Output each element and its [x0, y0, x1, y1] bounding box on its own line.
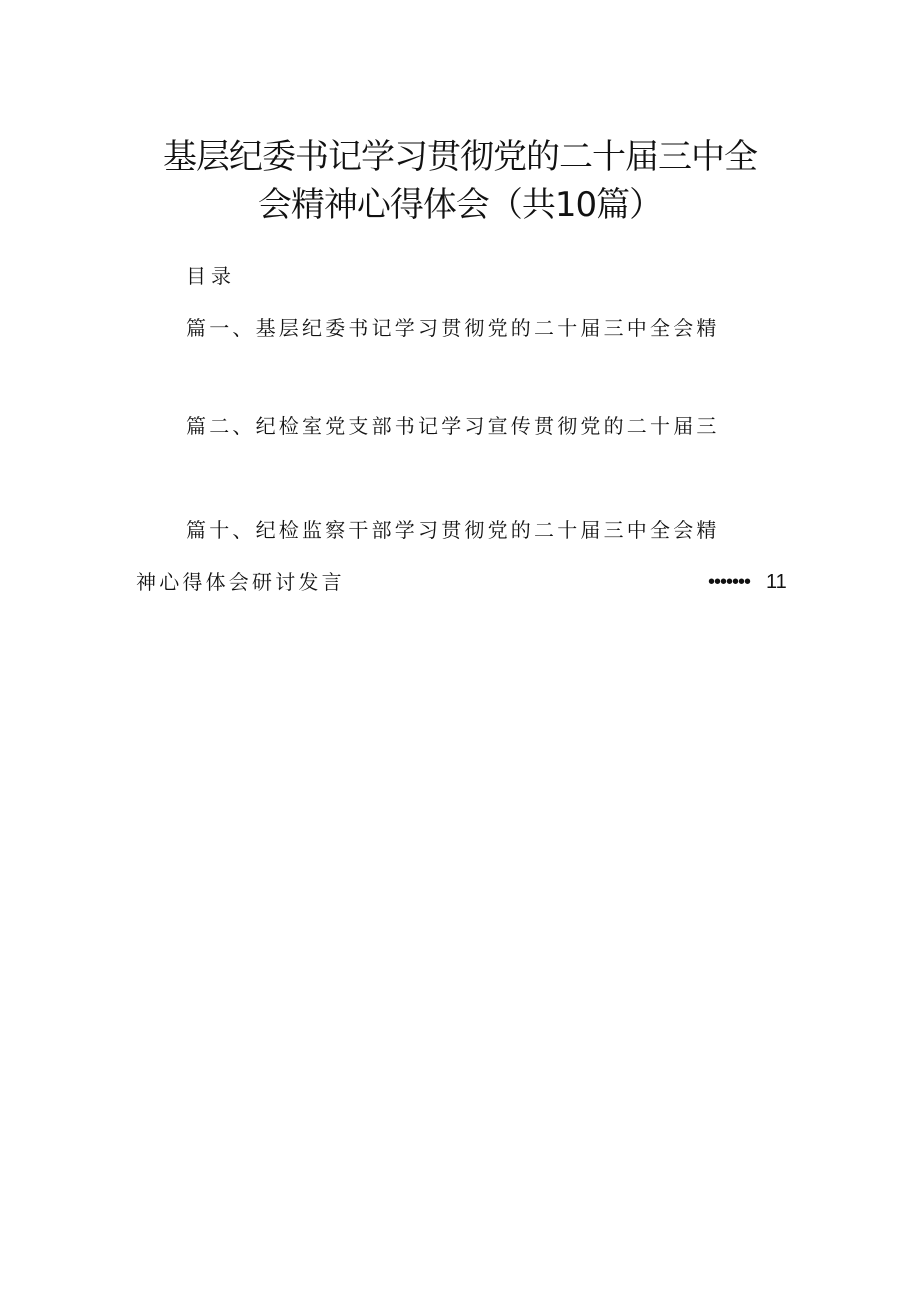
toc-entry-10-line-1[interactable]: 篇十、纪检监察干部学习贯彻党的二十届三中全会精: [186, 518, 720, 542]
document-title-line-2: 会精神心得体会（共10篇）: [257, 185, 663, 225]
toc-heading: 目录: [186, 264, 236, 288]
toc-entry-10-line-2[interactable]: 神心得体会研讨发言: [136, 570, 345, 594]
toc-entry-2[interactable]: 篇二、纪检室党支部书记学习宣传贯彻党的二十届三: [186, 414, 720, 438]
toc-page-number: 11: [766, 571, 787, 593]
toc-dot-leader: •••••••: [708, 571, 751, 593]
document-title-line-1: 基层纪委书记学习贯彻党的二十届三中全: [163, 137, 757, 177]
toc-entry-1[interactable]: 篇一、基层纪委书记学习贯彻党的二十届三中全会精: [186, 316, 720, 340]
